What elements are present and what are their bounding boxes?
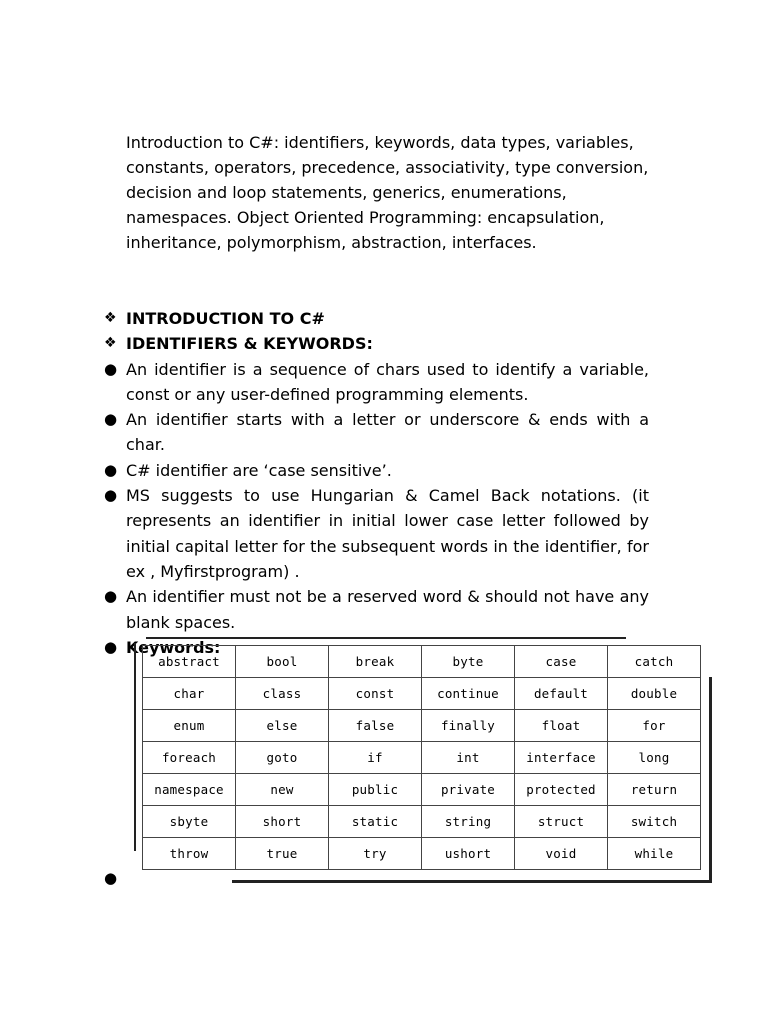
keyword-cell: continue	[422, 678, 515, 710]
bullet-text: An identifier starts with a letter or underscore & ends with a char.	[126, 410, 649, 455]
keyword-cell: class	[236, 678, 329, 710]
bullet-dot-icon: ●	[104, 410, 118, 429]
keyword-cell: goto	[236, 742, 329, 774]
intro-paragraph	[126, 130, 649, 255]
intro-line: constants, operators, precedence, associativity, type conversion,	[126, 158, 649, 177]
keyword-cell: bool	[236, 646, 329, 678]
keyword-cell: try	[329, 838, 422, 870]
keyword-cell: string	[422, 806, 515, 838]
diamond-bullet-icon: ❖	[104, 335, 117, 352]
keyword-cell: struct	[515, 806, 608, 838]
table-row	[143, 742, 701, 774]
keyword-cell: return	[608, 774, 701, 806]
heading-text: INTRODUCTION TO C#	[126, 309, 325, 328]
bullet-text: MS suggests to use Hungarian & Camel Back notations. (it represents an identifier in initial lower case letter followed by initial capital letter for the subsequent words in the identifier, for ex , Myfirstprogram) .	[126, 486, 649, 581]
intro-line: Introduction to C#: identifiers, keywords, data types, variables,	[126, 133, 634, 152]
bullet-item	[104, 458, 649, 483]
keyword-cell: new	[236, 774, 329, 806]
keyword-cell: switch	[608, 806, 701, 838]
intro-line: inheritance, polymorphism, abstraction, interfaces.	[126, 233, 537, 252]
keyword-cell: false	[329, 710, 422, 742]
keyword-cell: void	[515, 838, 608, 870]
frame-line-left	[134, 643, 136, 851]
keyword-cell: short	[236, 806, 329, 838]
keyword-cell: char	[143, 678, 236, 710]
heading-identifiers-keywords	[104, 331, 649, 356]
diamond-bullet-icon: ❖	[104, 310, 117, 326]
bullet-item	[104, 483, 649, 584]
table-row	[143, 710, 701, 742]
keyword-cell: for	[608, 710, 701, 742]
intro-line: namespaces. Object Oriented Programming: encapsulation,	[126, 208, 605, 227]
keyword-cell: namespace	[143, 774, 236, 806]
keywords-label: Keywords:	[126, 637, 221, 657]
keyword-cell: while	[608, 838, 701, 870]
keywords-table-frame	[134, 637, 714, 883]
keyword-cell: ushort	[422, 838, 515, 870]
keyword-cell: long	[608, 742, 701, 774]
frame-line-right	[709, 677, 712, 882]
keyword-cell: enum	[143, 710, 236, 742]
bullet-dot-icon: ●	[104, 460, 118, 479]
keyword-cell: throw	[143, 838, 236, 870]
bullet-item	[104, 584, 649, 635]
keyword-cell: catch	[608, 646, 701, 678]
keyword-cell: protected	[515, 774, 608, 806]
heading-introduction	[104, 306, 649, 331]
keyword-cell: double	[608, 678, 701, 710]
main-content	[104, 306, 649, 660]
keyword-cell: default	[515, 678, 608, 710]
table-row	[143, 806, 701, 838]
keywords-table	[142, 645, 701, 870]
table-row	[143, 678, 701, 710]
keyword-cell: break	[329, 646, 422, 678]
table-row	[143, 838, 701, 870]
bullet-dot-icon: ●	[104, 587, 118, 606]
keyword-cell: true	[236, 838, 329, 870]
keyword-cell: finally	[422, 710, 515, 742]
bullet-item	[104, 357, 649, 408]
table-row	[143, 774, 701, 806]
bullet-dot-icon: ●	[104, 637, 118, 656]
keyword-cell: if	[329, 742, 422, 774]
keyword-cell: else	[236, 710, 329, 742]
bullet-text: C# identifier are ‘case sensitive’.	[126, 460, 392, 480]
bullet-dot-icon: ●	[104, 359, 118, 378]
keyword-cell: abstract	[143, 646, 236, 678]
bullet-dot-icon: ●	[104, 486, 118, 505]
keyword-cell: sbyte	[143, 806, 236, 838]
keyword-cell: const	[329, 678, 422, 710]
keyword-cell: foreach	[143, 742, 236, 774]
bullet-item	[104, 407, 649, 458]
frame-line-top	[146, 637, 626, 639]
keyword-cell: interface	[515, 742, 608, 774]
table-row	[143, 646, 701, 678]
keywords-table-body	[143, 646, 701, 870]
keyword-cell: case	[515, 646, 608, 678]
keyword-cell: private	[422, 774, 515, 806]
trailing-bullet-icon: ●	[104, 869, 118, 887]
bullet-text: An identifier is a sequence of chars used to identify a variable, const or any user-defined programming elements.	[126, 359, 649, 404]
keyword-cell: public	[329, 774, 422, 806]
heading-text: IDENTIFIERS & KEYWORDS:	[126, 334, 373, 354]
keyword-cell: float	[515, 710, 608, 742]
bullet-text: An identifier must not be a reserved word & should not have any blank spaces.	[126, 587, 649, 632]
keyword-cell: int	[422, 742, 515, 774]
keyword-cell: static	[329, 806, 422, 838]
frame-line-bottom	[232, 880, 712, 883]
intro-line: decision and loop statements, generics, enumerations,	[126, 183, 567, 202]
keyword-cell: byte	[422, 646, 515, 678]
